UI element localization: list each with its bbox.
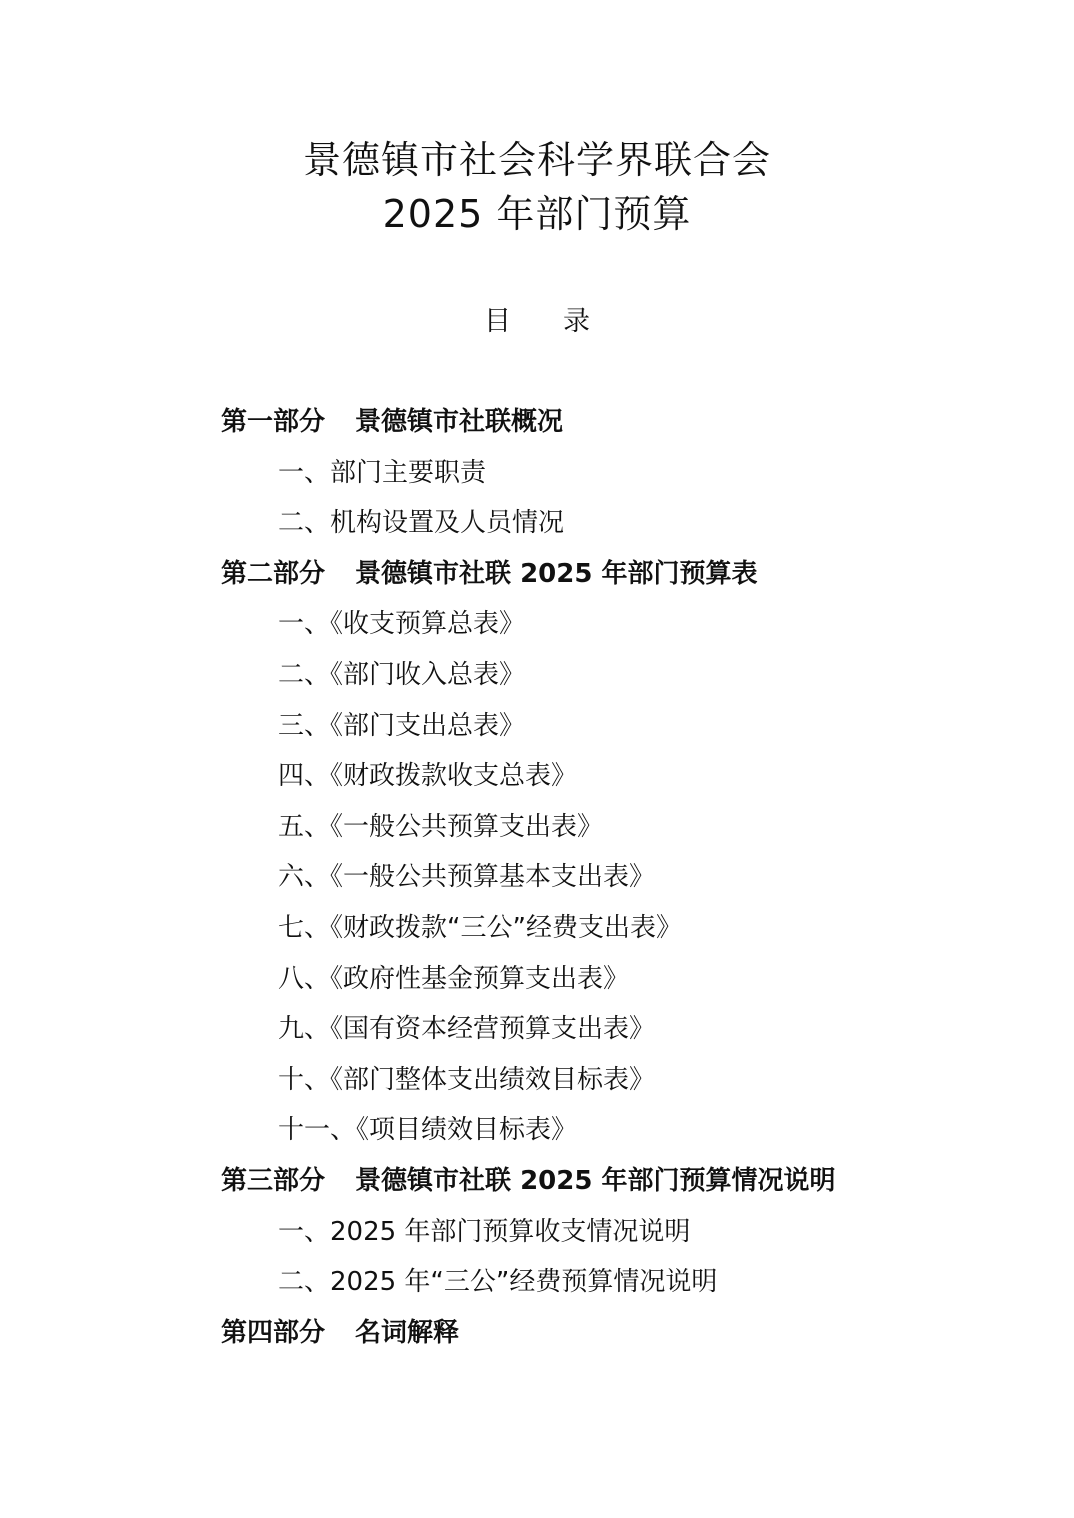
toc-item[interactable]: 二、2025 年“三公”经费预算情况说明	[278, 1267, 718, 1298]
document-title-line1: 景德镇市社会科学界联合会	[302, 138, 771, 182]
toc-item[interactable]: 六、《一般公共预算基本支出表》	[278, 862, 656, 893]
table-of-contents	[221, 397, 835, 1358]
toc-part-label: 第一部分	[221, 407, 326, 437]
toc-item[interactable]: 三、《部门支出总表》	[278, 710, 526, 741]
toc-part-label: 第四部分	[221, 1317, 326, 1348]
toc-item[interactable]: 九、《国有资本经营预算支出表》	[278, 1014, 656, 1045]
toc-item[interactable]: 一、部门主要职责	[278, 457, 487, 488]
toc-part-title: 景德镇市社联 2025 年部门预算表	[355, 558, 758, 589]
toc-item[interactable]: 一、2025 年部门预算收支情况说明	[278, 1216, 691, 1247]
toc-heading-right: 录	[563, 306, 590, 337]
toc-item[interactable]: 二、《部门收入总表》	[278, 659, 526, 690]
toc-part-4[interactable]	[221, 1308, 835, 1359]
toc-item[interactable]: 七、《财政拨款“三公”经费支出表》	[278, 912, 682, 943]
toc-item[interactable]: 五、《一般公共预算支出表》	[278, 811, 604, 842]
toc-heading	[0, 302, 1074, 342]
toc-item[interactable]: 八、《政府性基金预算支出表》	[278, 963, 630, 994]
toc-part-title: 景德镇市社联概况	[355, 407, 564, 437]
toc-item[interactable]: 一、《收支预算总表》	[278, 609, 526, 640]
toc-item[interactable]: 十、《部门整体支出绩效目标表》	[278, 1064, 656, 1095]
toc-item[interactable]: 四、《财政拨款收支总表》	[278, 761, 578, 792]
document-title-line2: 2025 年部门预算	[382, 192, 692, 236]
toc-part-3[interactable]	[221, 1156, 835, 1207]
toc-part-title: 景德镇市社联 2025 年部门预算情况说明	[355, 1165, 836, 1196]
toc-item[interactable]: 二、机构设置及人员情况	[278, 508, 565, 539]
toc-item[interactable]: 十一、《项目绩效目标表》	[278, 1115, 578, 1146]
toc-part-label: 第三部分	[221, 1165, 326, 1196]
toc-part-label: 第二部分	[221, 558, 326, 589]
toc-part-2[interactable]	[221, 549, 835, 600]
toc-heading-left: 目	[484, 306, 511, 337]
toc-part-1[interactable]	[221, 397, 835, 448]
toc-part-title: 名词解释	[355, 1317, 460, 1348]
